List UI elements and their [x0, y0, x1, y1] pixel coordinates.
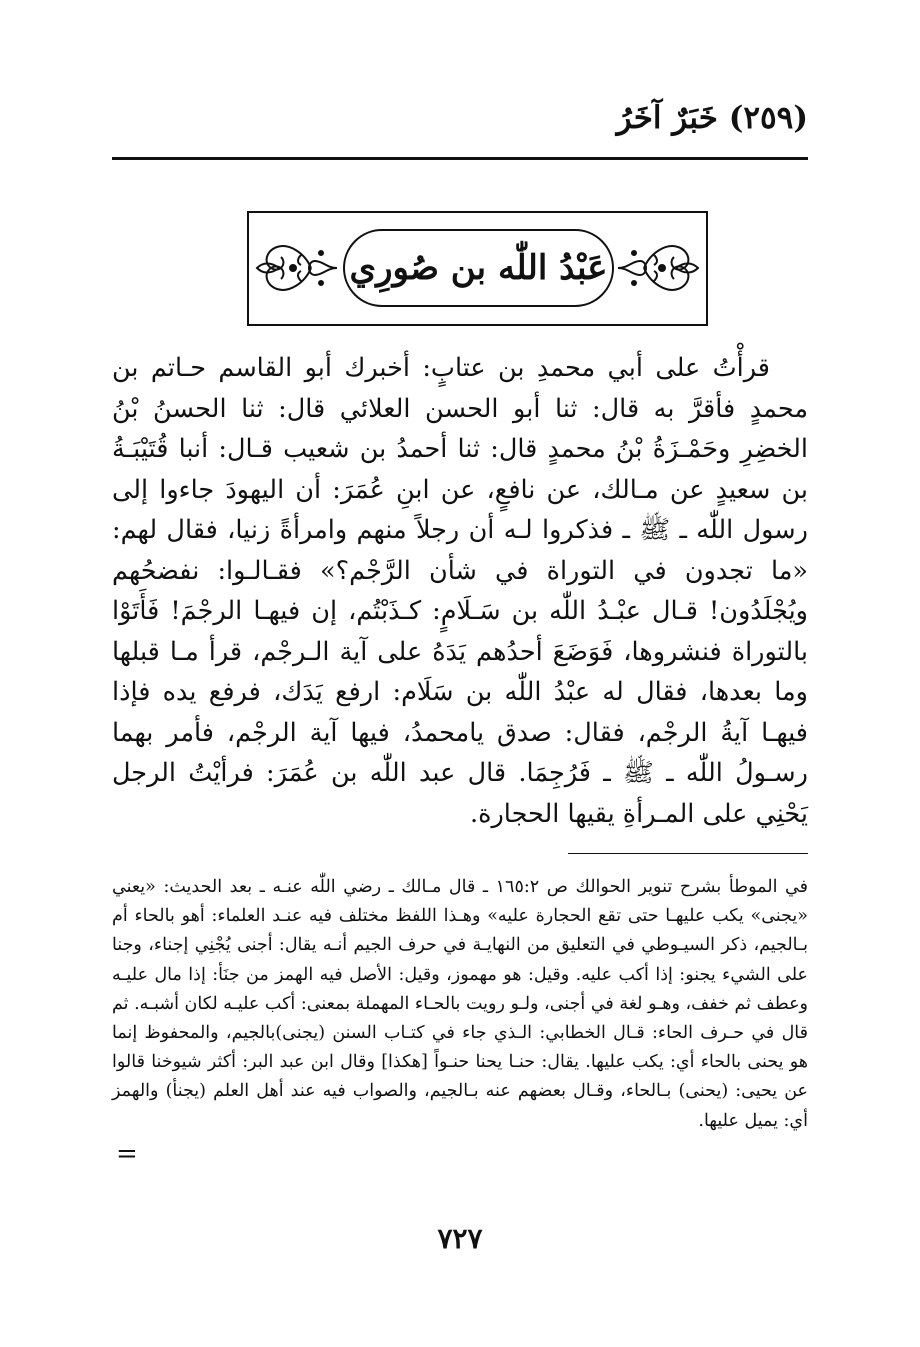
page-number: ٧٢٧ — [437, 1222, 483, 1255]
footnote-continuation-mark: = — [116, 1139, 138, 1169]
main-paragraph: قرأْتُ على أبي محمدِ بن عتابٍ: أخبرك أبو القاسم حـاتم بن محمدٍ فأقرَّ به قال: ثنا أبو الحسن العلائي قال: ثنا الحسنُ بْنُ الخضِرِ وحَمْـزَةُ بْنُ محمدٍ قال: ثنا أحمدُ بن شعيب قـال: أنبا قُتَيْبَـةُ بن سعيدٍ عن مـالك، عن نافعٍ، عن ابنِ عُمَرَ: أن اليهودَ جاءوا إلى رسول اللّٰه ـ ﷺ ـ فذكروا لـه أن رجلاً منهم وامرأةً زنيا، فقال لهم: «ما تجدون في التوراة في شأن الرَّجْم؟» فقـالـوا: نفضحُهم ويُجْلَدُون! قـال عبْـدُ اللّٰه بن سَـلَامٍ: كـذَبْتُم، إن فيهـا الرجْمَ! فَأَتَوْا بالتوراة فنشروها، فَوَضَعَ أحدُهم يَدَهُ على آية الـرجْم، قرأ مـا قبلها وما بعدها، فقال له عبْدُ اللّٰه بن سَلَام: ارفع يَدَك، فرفع يده فإذا فيهـا آيةُ الرجْم، فقال: صدق يامحمدُ، فيها آية الرجْم، فأمر بهما رسـولُ اللّٰه ـ ﷺ ـ فَرُجِمَا. قال عبد اللّٰه بن عُمَرَ: فرأيْتُ الرجل يَحْنِي على المـرأةِ يقيها الحجارة. — [112, 353, 808, 829]
header-rule — [112, 157, 808, 160]
section-title: عَبْدُ اللّٰه بن صُورِي — [349, 248, 608, 288]
section-title-frame — [247, 211, 708, 326]
footnote-text: في الموطأ بشرح تنوير الحوالك ص ١٦٥:٢ ـ قال مـالك ـ رضي اللّٰه عنـه ـ بعد الحديث: «يعني «يجنى» يكب عليهـا حتى تقع الحجارة عليه» وهـذا اللفظ مختلف فيه عنـد العلماء: أهو بالحاء أم بـالجيم، ذكر السيـوطي في التعليق من النهايـة في حرف الجيم أنـه يقال: أجنى يُجْنِي إجناء، وجنا على الشيء يجنو: إذا أكب عليه. وقيل: هو مهموز، وقيل: الأصل فيه الهمز من جنَأ: إذا مال عليـه وعطف ثم خفف، وهـو لغة في أجنى، ولـو رويت بالحـاء المهملة بمعنى: أكب عليـه لكان أشبـه. ثم قال في حـرف الحاء: قـال الخطابي: الـذي جاء في كتـاب السنن (يجنى)بالجيم، والمحفوظ إنما هو يحنى بالحاء أي: يكب عليها. يقال: حنـا يحنا حنـواً [هكذا] وقال ابن عبد البر: أكثر شيوخنا قالوا عن يحيى: (يحنى) بـالحاء، وقـال بعضهم عنه بـالجيم، والصواب فيه عند أهل العلم (يجنأ) والهمز أي: يميل عليها. — [112, 877, 808, 1131]
footnote-rule — [568, 853, 808, 854]
main-text — [112, 348, 808, 834]
section-title-cartouche — [343, 229, 614, 307]
right-ornament-icon — [614, 235, 700, 301]
footnote — [112, 873, 808, 1136]
left-ornament-icon — [255, 235, 341, 301]
running-title: (٢٥٩) خَبَرٌ آخَرُ — [616, 100, 808, 136]
